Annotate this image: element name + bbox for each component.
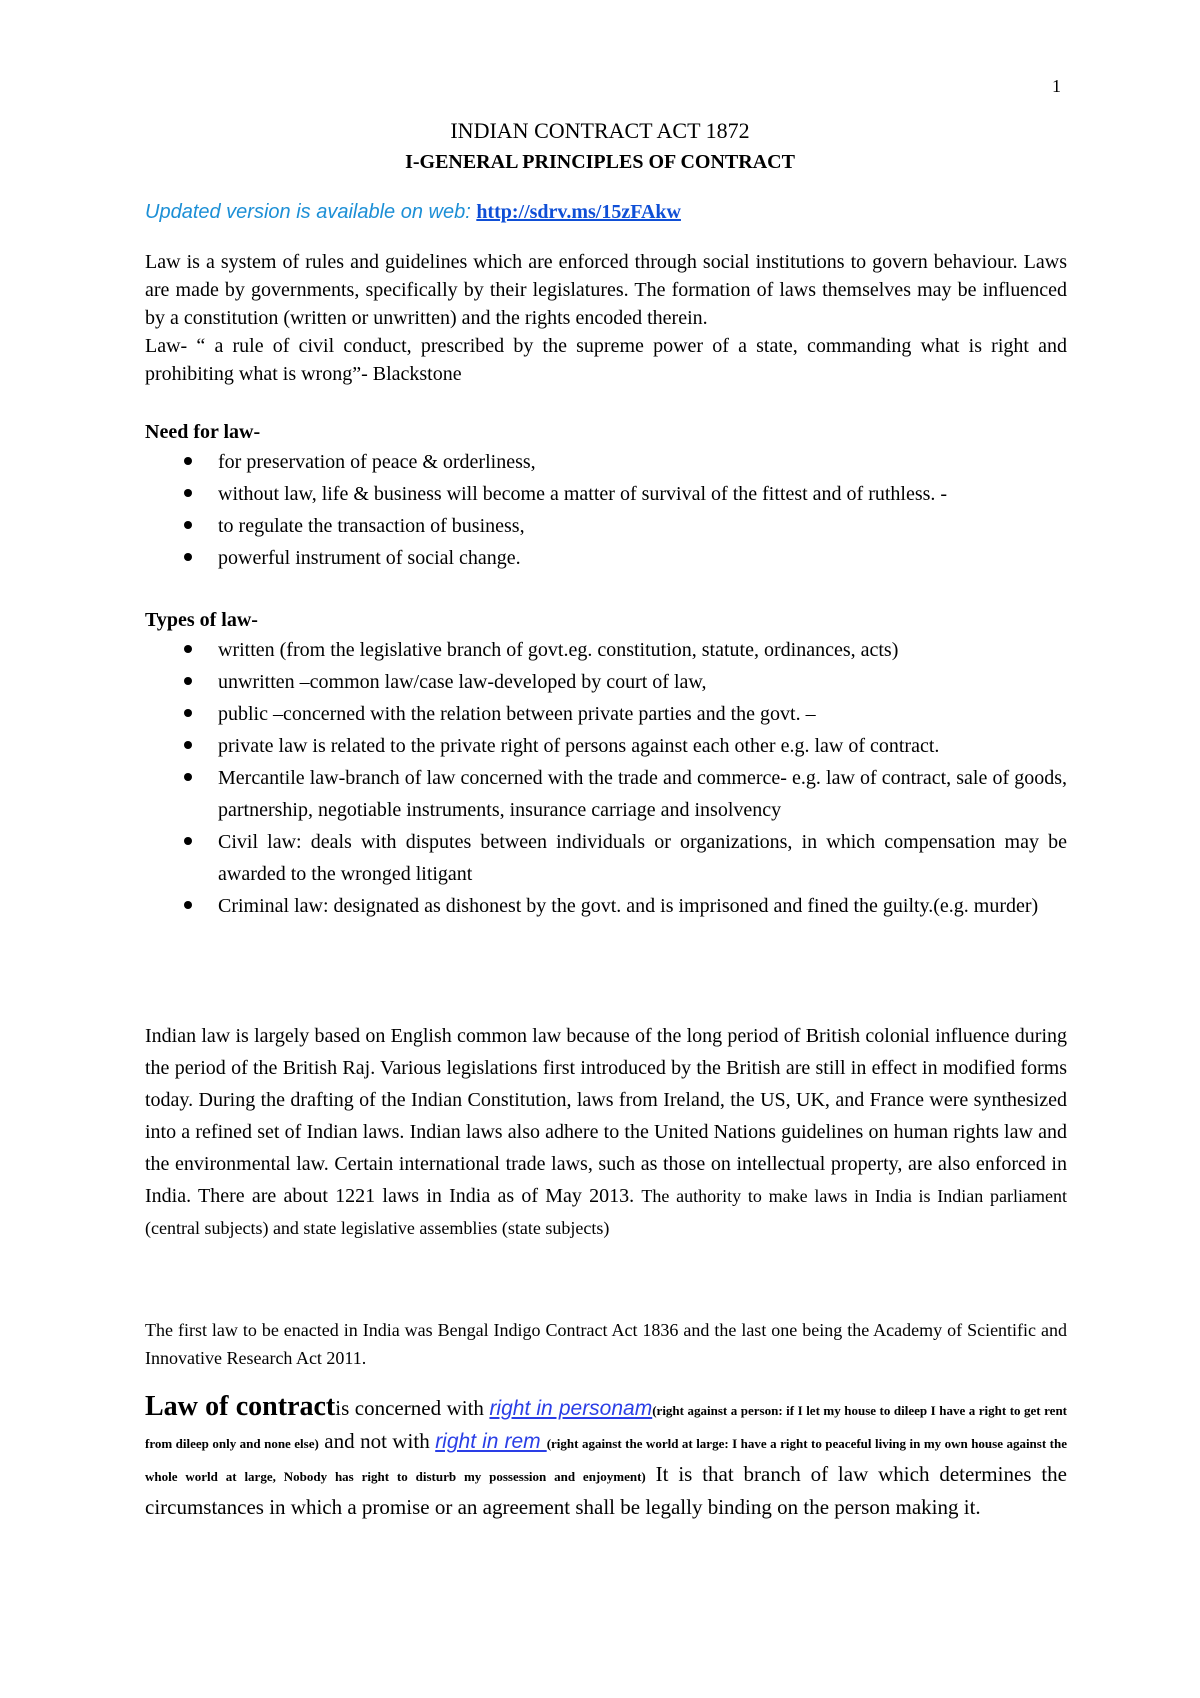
bullet-icon <box>184 837 192 845</box>
bullet-icon <box>184 677 192 685</box>
bullet-icon <box>184 709 192 717</box>
bullet-icon <box>184 521 192 529</box>
list-item: to regulate the transaction of business, <box>145 510 1067 542</box>
updated-label: Updated version is available on web: <box>145 201 477 223</box>
list-item: powerful instrument of social change. <box>145 542 1067 574</box>
types-of-law-heading: Types of law- <box>145 609 258 631</box>
authority-text: The authority to make laws in India is Indian parliament (central subjects) and state legislative assemblies (state subjects) <box>145 1186 1067 1238</box>
page-number: 1 <box>1052 76 1061 96</box>
list-item: written (from the legislative branch of govt.eg. constitution, statute, ordinances, acts) <box>145 634 1067 666</box>
bullet-icon <box>184 489 192 497</box>
list-item: unwritten –common law/case law-developed by court of law, <box>145 666 1067 698</box>
list-item: Mercantile law-branch of law concerned with the trade and commerce- e.g. law of contract, sale of goods, partnership, negotiable instruments, insurance carriage and insolvency <box>145 762 1067 826</box>
first-law-paragraph: The first law to be enacted in India was Bengal Indigo Contract Act 1836 and the last one being the Academy of Scientific and Innovative Research Act 2011. <box>145 1320 1067 1368</box>
right-in-rem-link[interactable]: right in rem <box>435 1430 547 1453</box>
intro-paragraph: Law is a system of rules and guidelines which are enforced through social institutions to govern behaviour. Laws are made by governments, specifically by their legislatures. The formation of laws themselves may be influenced by a constitution (written or unwritten) and the rights encoded therein. <box>145 251 1067 329</box>
list-item: public –concerned with the relation between private parties and the govt. – <box>145 698 1067 730</box>
list-item: Criminal law: designated as dishonest by the govt. and is imprisoned and fined the guilty.(e.g. murder) <box>145 890 1067 922</box>
types-of-law-list <box>145 634 1067 922</box>
list-item: without law, life & business will become a matter of survival of the fittest and of ruthless. - <box>145 478 1067 510</box>
bullet-icon <box>184 773 192 781</box>
document-title: INDIAN CONTRACT ACT 1872 <box>450 118 750 143</box>
indian-law-text: Indian law is largely based on English common law because of the long period of British colonial influence during the period of the British Raj. Various legislations first introduced by the British are still in effect in modified forms today. During the drafting of the Indian Constitution, laws from Ireland, the US, UK, and France were synthesized into a refined set of Indian laws. Indian laws also adhere to the United Nations guidelines on human rights law and the environmental law. Certain international trade laws, such as those on intellectual property, are also enforced in India. There are about 1221 laws in India as of May 2013. <box>145 1025 1067 1207</box>
need-for-law-heading: Need for law- <box>145 421 261 443</box>
list-item: Civil law: deals with disputes between individuals or organizations, in which compensation may be awarded to the wronged litigant <box>145 826 1067 890</box>
list-item: for preservation of peace & orderliness, <box>145 446 1067 478</box>
intro-section <box>145 248 1067 388</box>
updated-link[interactable]: http://sdrv.ms/15zFAkw <box>476 201 681 223</box>
bullet-icon <box>184 741 192 749</box>
rem-note: (right against the world at large: I have a right to peaceful living in my own house against the whole world at large, Nobody has right to disturb my possession and enjoyment) <box>145 1436 1067 1484</box>
bullet-icon <box>184 645 192 653</box>
right-in-personam-link[interactable]: right in personam <box>489 1397 653 1420</box>
bullet-icon <box>184 553 192 561</box>
list-item: private law is related to the private right of persons against each other e.g. law of contract. <box>145 730 1067 762</box>
bullet-icon <box>184 457 192 465</box>
blackstone-quote: Law- “ a rule of civil conduct, prescribed by the supreme power of a state, commanding what is right and prohibiting what is wrong”- Blackstone <box>145 335 1067 385</box>
personam-note: (right against a person: if I let my house to dileep I have a right to get rent from dileep only and none else) <box>145 1403 1068 1451</box>
need-for-law-list <box>145 446 1067 574</box>
law-of-contract-paragraph: Law of contractis concerned with right in personam(right against a person: if I let my house to dileep I have a right to get rent from dileep only and none else) and not with right in rem (right against the world at large: I have a right to peaceful living in my own house against the whole world at large, Nobody has right to disturb my possession and enjoyment) It is that branch of law which determines the circumstances in which a promise or an agreement shall be legally binding on the person making it. <box>145 1391 1068 1519</box>
document-subtitle: I-GENERAL PRINCIPLES OF CONTRACT <box>405 151 795 173</box>
law-of-contract-heading: Law of contract <box>145 1391 336 1422</box>
updated-version-note <box>145 198 681 226</box>
bullet-icon <box>184 901 192 909</box>
indian-law-paragraph <box>145 1020 1067 1244</box>
